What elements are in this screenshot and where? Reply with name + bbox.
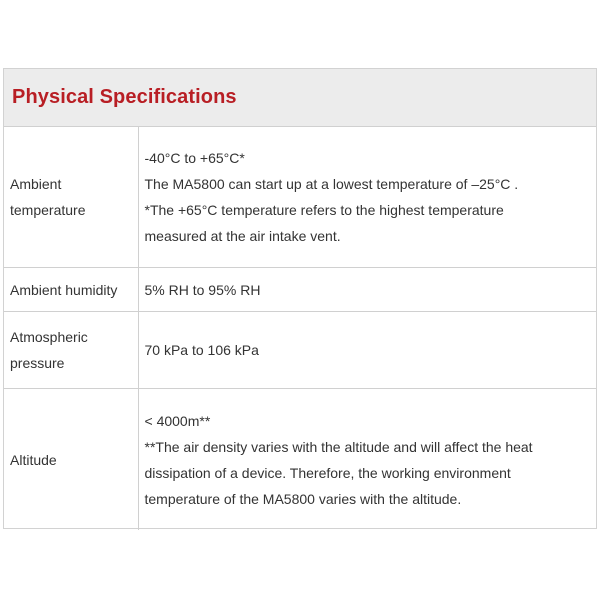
table-row-altitude	[4, 389, 596, 531]
row-value-line: temperature of the MA5800 varies with the altitude.	[144, 490, 462, 507]
page-title: Physical Specifications	[12, 86, 237, 108]
row-value-line: **The air density varies with the altitude and will affect the heat	[144, 438, 533, 455]
row-value-line: -40°C to +65°C*	[144, 150, 245, 166]
row-value-line: 70 kPa to 106 kPa	[144, 342, 259, 358]
row-value-cell	[138, 127, 596, 268]
row-value-cell	[138, 389, 596, 531]
panel-header	[4, 69, 596, 127]
row-value-cell	[138, 312, 596, 389]
row-value-line: 5% RH to 95% RH	[144, 281, 261, 298]
row-label-line: Ambient	[10, 176, 62, 192]
row-value-cell	[138, 268, 596, 312]
row-value-line: dissipation of a device. Therefore, the working environment	[144, 464, 511, 481]
row-label-line: Atmospheric	[10, 329, 88, 345]
physical-specifications-panel	[3, 68, 597, 529]
row-label-line: Ambient humidity	[10, 281, 118, 298]
specifications-table	[4, 127, 596, 530]
row-label-cell	[4, 389, 138, 531]
table-row-ambient-humidity	[4, 268, 596, 312]
row-value-line: measured at the air intake vent.	[144, 228, 341, 244]
row-value-line: < 4000m**	[144, 412, 211, 429]
row-label-line: Altitude	[10, 451, 57, 468]
row-label-cell	[4, 127, 138, 268]
table-row-atmospheric-pressure	[4, 312, 596, 389]
row-label-line: pressure	[10, 355, 65, 371]
table-row-ambient-temperature	[4, 127, 596, 268]
row-label-cell	[4, 312, 138, 389]
row-label-cell	[4, 268, 138, 312]
row-value-line: The MA5800 can start up at a lowest temperature of –25°C .	[144, 176, 519, 192]
row-value-line: *The +65°C temperature refers to the highest temperature	[144, 202, 504, 218]
row-label-line: temperature	[10, 202, 86, 218]
